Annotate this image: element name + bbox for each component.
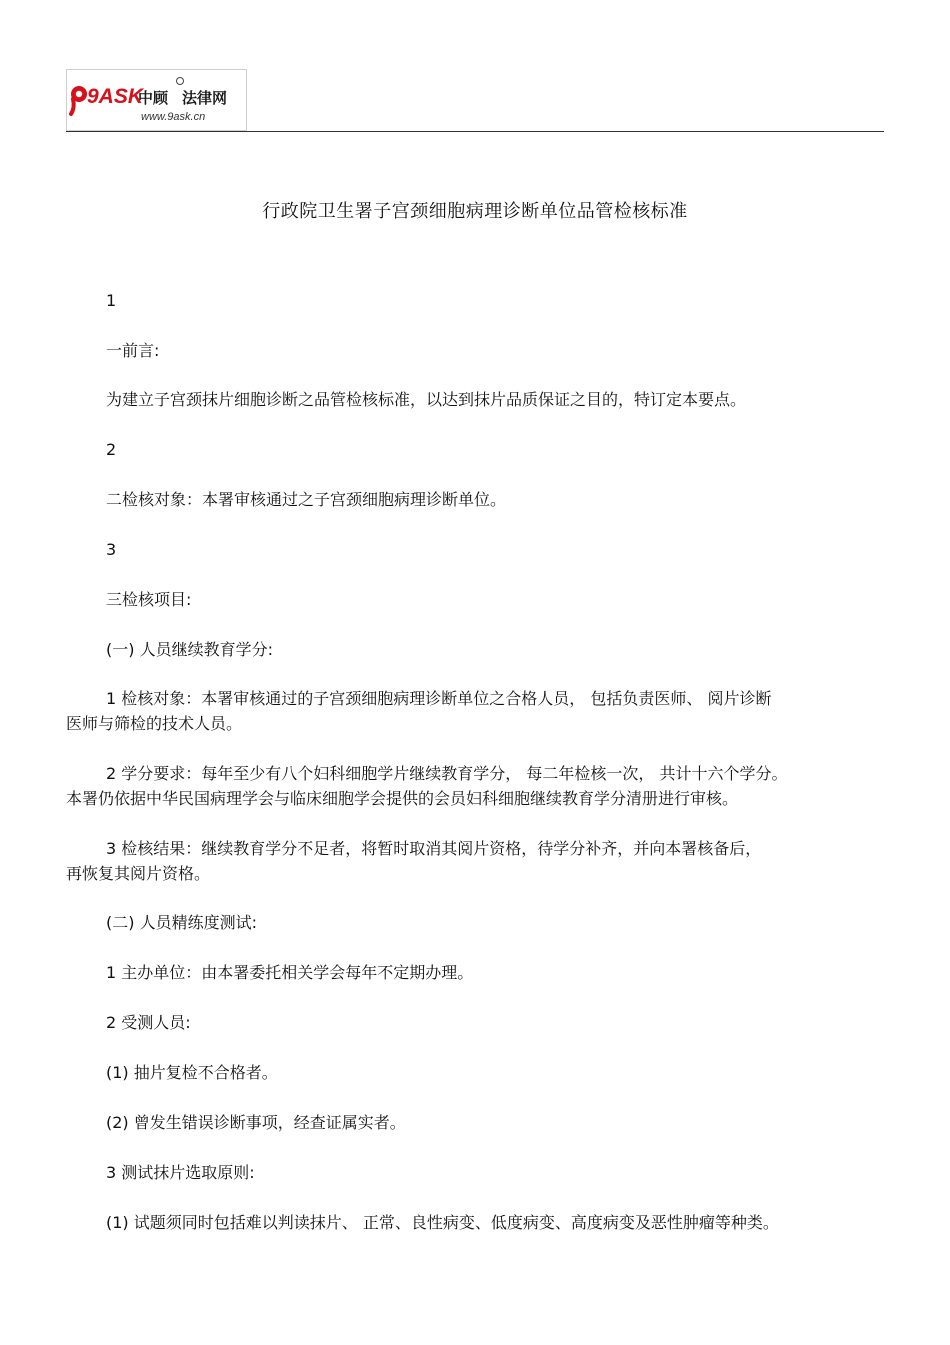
list-item: (1) 试题须同时包括难以判读抹片、 正常、良性病变、低度病变、高度病变及恶性肿瘤等种类。 — [106, 1213, 779, 1232]
subheading-proficiency-test: (二) 人员精练度测试: — [106, 913, 257, 932]
section-number-1: 1 — [106, 291, 117, 310]
paragraph-organizer: 1 主办单位：由本署委托相关学会每年不定期办理。 — [106, 963, 474, 982]
document-title: 行政院卫生署子宫颈细胞病理诊断单位品管检核标准 — [262, 201, 688, 222]
list-item: (1) 抽片复检不合格者。 — [106, 1063, 278, 1082]
logo-cn-text: 中顾 — [138, 89, 169, 107]
logo-site-text: 法律网 — [182, 89, 228, 107]
paragraph-line: 2 学分要求：每年至少有八个妇科细胞学片继续教育学分， 每二年检核一次， 共计十六个学分。 — [106, 764, 788, 783]
paragraph-inspection-target: 二检核对象：本署审核通过之子宫颈细胞病理诊断单位。 — [106, 490, 507, 509]
header-divider — [66, 131, 884, 132]
logo-graphic — [67, 70, 246, 130]
paragraph-credit-requirement — [66, 761, 884, 811]
paragraph-line: 本署仍依据中华民国病理学会与临床细胞学会提供的会员妇科细胞继续教育学分清册进行审核。 — [66, 789, 739, 808]
logo-url-text: www.9ask.cn — [141, 111, 206, 123]
heading-inspection-items: 三检核项目: — [106, 590, 192, 609]
paragraph-slide-selection: 3 测试抹片选取原则: — [106, 1163, 255, 1182]
paragraph-inspection-result — [66, 836, 884, 886]
subheading-continuing-education: (一) 人员继续教育学分: — [106, 640, 273, 659]
paragraph-purpose: 为建立子宫颈抹片细胞诊断之品管检核标准，以达到抹片品质保证之目的，特订定本要点。 — [106, 390, 747, 409]
section-number-2: 2 — [106, 440, 117, 459]
site-logo[interactable] — [66, 69, 247, 131]
heading-preface: 一前言: — [106, 341, 160, 360]
section-number-3: 3 — [106, 540, 117, 559]
paragraph-ce-target — [66, 686, 884, 736]
logo-9ask-text: 9ASK — [87, 85, 144, 108]
paragraph-line: 1 检核对象：本署审核通过的子宫颈细胞病理诊断单位之合格人员， 包括负责医师、 阅片诊断 — [106, 689, 772, 708]
list-item: (2) 曾发生错误诊断事项，经查证属实者。 — [106, 1113, 406, 1132]
paragraph-line: 医师与筛检的技术人员。 — [66, 714, 243, 733]
paragraph-line: 3 检核结果：继续教育学分不足者，将暂时取消其阅片资格，待学分补齐，并向本署核备后， — [106, 839, 762, 858]
paragraph-line: 再恢复其阅片资格。 — [66, 864, 211, 883]
paragraph-test-subjects: 2 受测人员: — [106, 1013, 191, 1032]
